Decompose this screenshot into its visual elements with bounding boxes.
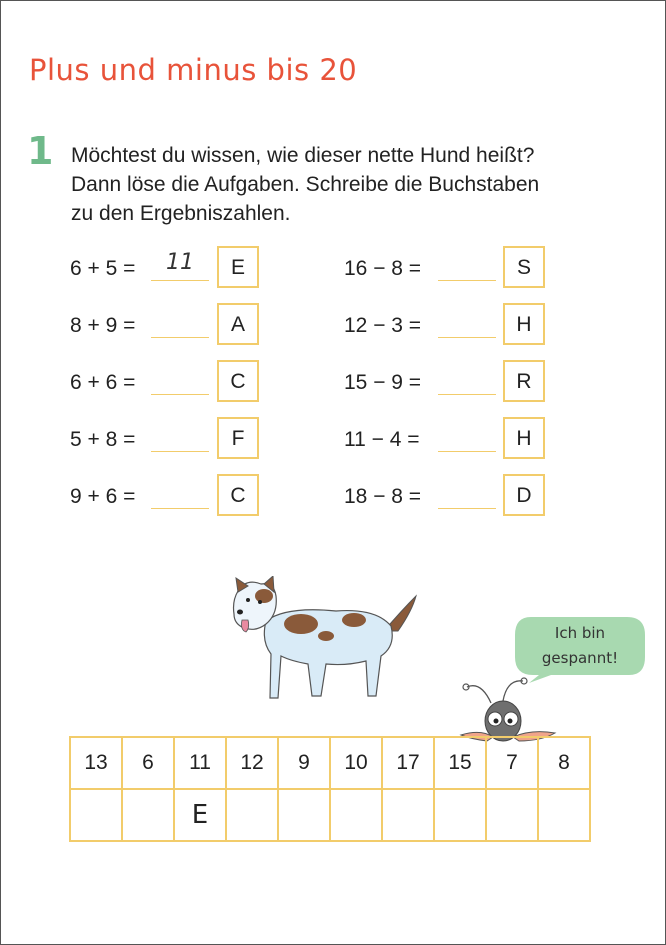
instruction-line-1: Möchtest du wissen, wie dieser nette Hund heißt? [71, 144, 535, 167]
letter-row [70, 789, 590, 841]
equation-expression: 15 − 9 = [344, 371, 422, 394]
equation-expression: 9 + 6 = [70, 485, 136, 508]
grid-letter-cell[interactable] [278, 789, 330, 841]
bubble-line-2: gespannt! [541, 649, 619, 667]
grid-letter-cell[interactable] [330, 789, 382, 841]
grid-number: 12 [226, 737, 278, 789]
equation-expression: 6 + 6 = [70, 371, 136, 394]
task-number: 1 [27, 129, 54, 173]
grid-number: 10 [330, 737, 382, 789]
letter-box: S [503, 246, 545, 288]
grid-number: 8 [538, 737, 590, 789]
equation-answer[interactable]: 11 [166, 250, 194, 275]
grid-letter-cell[interactable] [122, 789, 174, 841]
equation-expression: 12 − 3 = [344, 314, 422, 337]
grid-number: 15 [434, 737, 486, 789]
task-instruction [71, 141, 631, 228]
answer-line [438, 508, 496, 509]
letter-box: E [217, 246, 259, 288]
answer-line [438, 394, 496, 395]
equation-expression: 8 + 9 = [70, 314, 136, 337]
answer-line [151, 394, 209, 395]
dog-illustration [226, 576, 426, 711]
grid-letter-cell[interactable] [486, 789, 538, 841]
grid-letter-cell[interactable] [434, 789, 486, 841]
grid-letter-cell[interactable] [226, 789, 278, 841]
grid-number: 11 [174, 737, 226, 789]
letter-box: C [217, 360, 259, 402]
speech-bubble [521, 621, 639, 671]
answer-line [438, 280, 496, 281]
letter-box: F [217, 417, 259, 459]
letter-box: D [503, 474, 545, 516]
grid-number: 9 [278, 737, 330, 789]
answer-line [151, 280, 209, 281]
equation-expression: 16 − 8 = [344, 257, 422, 280]
letter-box: H [503, 303, 545, 345]
letter-box: H [503, 417, 545, 459]
letter-box: A [217, 303, 259, 345]
number-row [70, 737, 590, 789]
equation-expression: 18 − 8 = [344, 485, 422, 508]
grid-letter-cell[interactable] [382, 789, 434, 841]
answer-line [151, 508, 209, 509]
grid-letter-cell[interactable] [70, 789, 122, 841]
equation-expression: 11 − 4 = [344, 428, 420, 451]
bubble-line-1: Ich bin [554, 624, 606, 642]
equation-expression: 6 + 5 = [70, 257, 136, 280]
answer-grid [69, 736, 591, 842]
grid-number: 17 [382, 737, 434, 789]
grid-letter-cell[interactable] [538, 789, 590, 841]
answer-line [438, 451, 496, 452]
instruction-line-3: zu den Ergebniszahlen. [71, 202, 291, 225]
equation-expression: 5 + 8 = [70, 428, 136, 451]
letter-box: R [503, 360, 545, 402]
page-title: Plus und minus bis 20 [29, 53, 358, 87]
instruction-line-2: Dann löse die Aufgaben. Schreibe die Buchstaben [71, 173, 540, 196]
answer-line [438, 337, 496, 338]
grid-number: 6 [122, 737, 174, 789]
answer-line [151, 451, 209, 452]
grid-letter-cell[interactable]: E [174, 789, 226, 841]
answer-line [151, 337, 209, 338]
letter-box: C [217, 474, 259, 516]
grid-number: 13 [70, 737, 122, 789]
grid-number: 7 [486, 737, 538, 789]
